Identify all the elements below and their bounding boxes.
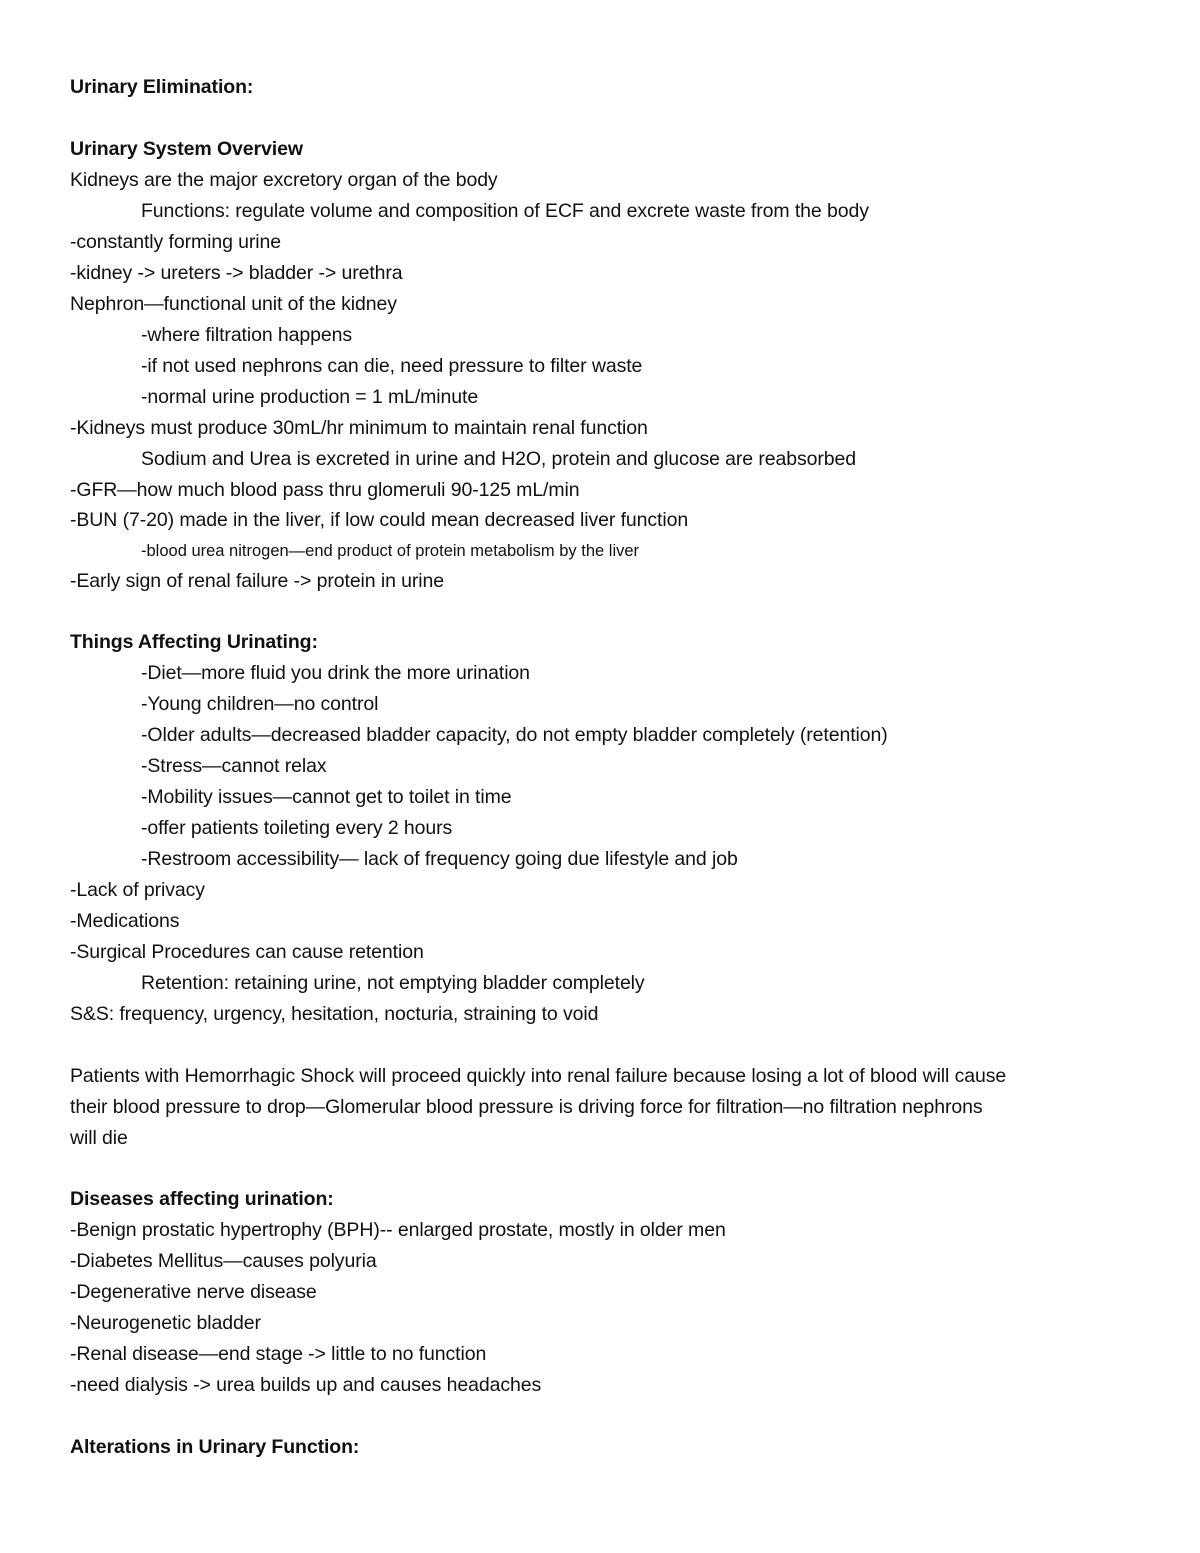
text-line: -Kidneys must produce 30mL/hr minimum to maintain renal function bbox=[70, 417, 648, 439]
text-line: -Stress—cannot relax bbox=[141, 755, 327, 777]
text-line: -constantly forming urine bbox=[70, 231, 282, 253]
text-line: -normal urine production = 1 mL/minute bbox=[141, 386, 479, 408]
text-line: -Older adults—decreased bladder capacity, do not empty bladder completely (retention) bbox=[141, 724, 888, 746]
paragraph-line: their blood pressure to drop—Glomerular blood pressure is driving force for filtration—no filtration nephrons bbox=[70, 1096, 983, 1118]
text-line: -Surgical Procedures can cause retention bbox=[70, 941, 424, 963]
text-line: -Renal disease—end stage -> little to no function bbox=[70, 1343, 487, 1365]
text-line: -Early sign of renal failure -> protein in urine bbox=[70, 570, 445, 592]
section-heading-diseases: Diseases affecting urination: bbox=[70, 1188, 334, 1210]
text-line: -Restroom accessibility— lack of frequency going due lifestyle and job bbox=[141, 848, 738, 870]
section-heading-affecting: Things Affecting Urinating: bbox=[70, 631, 318, 653]
text-line: -Mobility issues—cannot get to toilet in time bbox=[141, 786, 512, 808]
text-line: -where filtration happens bbox=[141, 324, 353, 346]
text-line-small: -blood urea nitrogen—end product of protein metabolism by the liver bbox=[141, 542, 640, 560]
text-line: Retention: retaining urine, not emptying bladder completely bbox=[141, 972, 645, 994]
text-line: Sodium and Urea is excreted in urine and H2O, protein and glucose are reabsorbed bbox=[141, 448, 857, 470]
text-line: -offer patients toileting every 2 hours bbox=[141, 817, 453, 839]
paragraph-line: Patients with Hemorrhagic Shock will proceed quickly into renal failure because losing a lot of blood will cause bbox=[70, 1065, 1007, 1087]
text-line: -Young children—no control bbox=[141, 693, 379, 715]
section-heading-overview: Urinary System Overview bbox=[70, 138, 303, 160]
text-line: Kidneys are the major excretory organ of the body bbox=[70, 169, 498, 191]
text-line: S&S: frequency, urgency, hesitation, nocturia, straining to void bbox=[70, 1003, 599, 1025]
text-line: -kidney -> ureters -> bladder -> urethra bbox=[70, 262, 403, 284]
text-line: -Benign prostatic hypertrophy (BPH)-- enlarged prostate, mostly in older men bbox=[70, 1219, 726, 1241]
text-line: -Medications bbox=[70, 910, 180, 932]
text-line: -BUN (7-20) made in the liver, if low could mean decreased liver function bbox=[70, 509, 689, 531]
text-line: -Neurogenetic bladder bbox=[70, 1312, 261, 1334]
text-line: -Diet—more fluid you drink the more urination bbox=[141, 662, 530, 684]
paragraph-line: will die bbox=[70, 1127, 128, 1149]
text-line: Functions: regulate volume and composition of ECF and excrete waste from the body bbox=[141, 200, 869, 222]
text-line: Nephron—functional unit of the kidney bbox=[70, 293, 397, 315]
section-heading-alterations: Alterations in Urinary Function: bbox=[70, 1436, 360, 1458]
text-line: -if not used nephrons can die, need pressure to filter waste bbox=[141, 355, 643, 377]
text-line: -need dialysis -> urea builds up and causes headaches bbox=[70, 1374, 542, 1396]
text-line: -Degenerative nerve disease bbox=[70, 1281, 317, 1303]
text-line: -Diabetes Mellitus—causes polyuria bbox=[70, 1250, 377, 1272]
text-line: -GFR—how much blood pass thru glomeruli 90-125 mL/min bbox=[70, 479, 580, 501]
text-line: -Lack of privacy bbox=[70, 879, 205, 901]
document-title: Urinary Elimination: bbox=[70, 76, 254, 98]
